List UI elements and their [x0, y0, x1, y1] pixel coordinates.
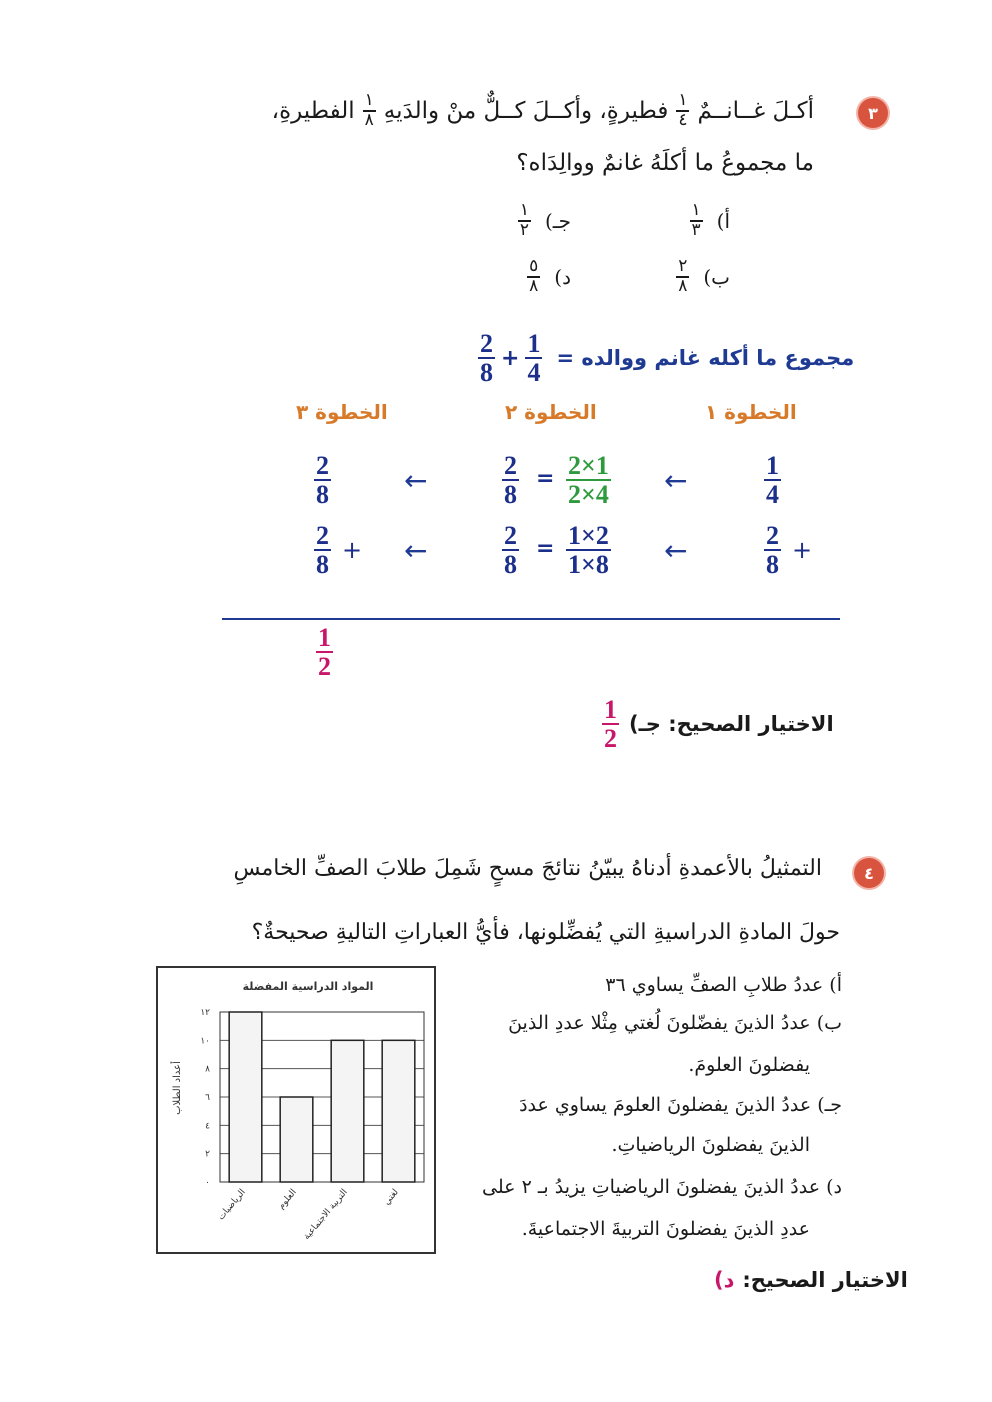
chart-y-tick-label: ٤	[205, 1121, 210, 1132]
chart-y-tick-label: ١٠	[200, 1036, 210, 1047]
q3-sum-label: مجموع ما أكله غانم ووالده =	[556, 346, 855, 371]
q3-row2-end-denominator: 8	[316, 550, 329, 580]
q3-step-3-label: الخطوة ٣	[296, 400, 388, 424]
q3-sum-line	[478, 330, 854, 387]
q4-option-c[interactable]	[519, 1086, 842, 1124]
q3-row2-mid-expression-numerator: 1×2	[568, 521, 609, 550]
chart-y-tick-label: ٨	[205, 1064, 210, 1075]
q3-row1-arrow-right: ←	[664, 464, 688, 497]
q3-row2-mid-expression	[566, 522, 611, 579]
q3-row2-equals: =	[536, 536, 555, 561]
q3-row1-end-numerator: 2	[316, 451, 329, 480]
q3-row2-mid-result	[502, 522, 519, 579]
q3-sum-fraction-a-numerator: 1	[527, 329, 541, 358]
q3-sum-fraction-a-denominator: 4	[527, 358, 541, 388]
q3-row1-start-fraction	[764, 452, 781, 509]
q3-line1-part-b: فطيرةٍ، وأكــلَ كــلٌّ منْ والدَيهِ	[383, 97, 669, 124]
chart-title: المواد الدراسية المفضلة	[242, 980, 374, 993]
q3-choice-d-denominator: ٨	[529, 275, 539, 296]
q3-choice-c-numerator: ١	[519, 200, 529, 220]
q3-sum-rule	[222, 618, 840, 620]
q3-row1-arrow-left: ←	[404, 464, 428, 497]
q3-step-1-label: الخطوة ١	[705, 400, 797, 424]
q3-choice-c-fraction	[518, 202, 531, 240]
q4-option-a-text: عددُ طلابِ الصفِّ يساوي ٣٦	[605, 974, 824, 996]
q3-answer-numerator: 1	[604, 695, 617, 724]
q3-choice-c-denominator: ٢	[519, 219, 529, 240]
q3-row2-arrow-left: ←	[404, 534, 428, 567]
q3-row1-end-fraction	[314, 452, 331, 509]
q3-line1-part-a: أكـلَ غــانــمٌ	[697, 97, 814, 124]
chart-x-label-4: لغتي	[382, 1187, 401, 1208]
q4-option-b-continuation: يفضلونَ العلومَ.	[688, 1054, 810, 1076]
q3-row1-equals: =	[536, 466, 555, 491]
question-4-number: ٤	[864, 863, 874, 883]
q3-choice-d[interactable]	[476, 258, 571, 296]
q4-option-d-label: د)	[826, 1176, 842, 1198]
q4-option-c-text-1: عددُ الذينَ يفضلونَ العلومَ يساوي عددَ	[519, 1094, 812, 1116]
q3-row1-start-numerator: 1	[766, 451, 779, 480]
q3-row2-start-numerator: 2	[766, 521, 779, 550]
q3-choice-a-label: أ)	[716, 208, 730, 233]
chart-bar-4	[382, 1040, 415, 1182]
q3-choice-a-denominator: ٣	[691, 219, 701, 240]
q3-row1-end-denominator: 8	[316, 480, 329, 510]
q3-choice-a[interactable]	[640, 202, 730, 240]
q4-answer	[714, 1268, 908, 1292]
q3-row2-start-fraction	[764, 522, 781, 579]
q3-answer-label: الاختيار الصحيح: جـ)	[629, 712, 834, 737]
q3-fraction-eighth	[363, 92, 376, 130]
q3-total-denominator: 2	[318, 652, 331, 682]
q3-fraction-quarter-denominator: ٤	[678, 109, 688, 130]
q3-row2-end-plus: +	[342, 536, 363, 564]
chart-bar-2	[280, 1097, 313, 1182]
q3-sum-plus: +	[501, 345, 520, 371]
q3-choice-c[interactable]	[476, 202, 571, 240]
q3-choice-d-numerator: ٥	[529, 256, 539, 276]
chart-y-ticks	[200, 1008, 210, 1188]
q4-option-a[interactable]	[605, 966, 842, 1004]
q3-total-fraction	[316, 624, 333, 681]
chart-y-axis-label: أعداد الطلاب	[172, 1061, 183, 1115]
chart-x-label-3: التربية الاجتماعية	[301, 1187, 350, 1242]
chart-x-label-2: العلوم	[276, 1187, 299, 1212]
chart-bar-3	[331, 1040, 364, 1182]
q3-step-2-label: الخطوة ٢	[505, 400, 597, 424]
q3-sum-fraction-a	[525, 330, 542, 387]
q3-row2-start-denominator: 8	[766, 550, 779, 580]
q3-choice-d-fraction	[527, 258, 540, 296]
q3-row1-mid-expression	[566, 452, 611, 509]
q3-fraction-quarter-numerator: ١	[678, 90, 688, 110]
q4-option-d-text-1: عددُ الذينَ يفضلونَ الرياضياتِ يزيدُ بـ ٢ على	[482, 1176, 821, 1198]
q3-sum-fraction-b-denominator: 8	[480, 358, 493, 388]
q3-choice-a-numerator: ١	[691, 200, 701, 220]
q3-row1-mid-result-denominator: 8	[504, 480, 517, 510]
q3-row2-end-fraction	[314, 522, 331, 579]
q3-choice-b-denominator: ٨	[678, 275, 688, 296]
question-3-number-badge	[858, 98, 888, 128]
question-3-number: ٣	[868, 103, 878, 123]
question-4-line-2: حولَ المادةِ الدراسيةِ التي يُفضِّلونها، فأيُّ العباراتِ التاليةِ صحيحةٌ؟	[251, 920, 840, 945]
q3-sum-fraction-b	[478, 330, 495, 387]
q3-row2-mid-result-denominator: 8	[504, 550, 517, 580]
q3-choice-b-label: ب)	[703, 264, 730, 289]
q4-option-a-label: أ)	[829, 974, 842, 996]
chart-y-tick-label: ٦	[205, 1093, 210, 1103]
q3-answer	[602, 696, 834, 753]
q3-answer-fraction	[602, 696, 619, 753]
q3-row2-mid-result-numerator: 2	[504, 521, 517, 550]
q3-line1-part-c: الفطيرةِ،	[271, 97, 355, 124]
q3-fraction-eighth-denominator: ٨	[364, 109, 374, 130]
q4-option-b-text-1: عددُ الذينَ يفضّلونَ لُغتي مِثْلا عددِ الذينَ	[508, 1012, 811, 1034]
q4-option-b[interactable]	[508, 1004, 842, 1042]
q3-row1-mid-expression-denominator: 2×4	[568, 480, 609, 510]
question-4-number-badge	[854, 858, 884, 888]
q3-choice-b[interactable]	[640, 258, 730, 296]
q4-option-c-label: جـ)	[817, 1094, 842, 1116]
favorite-subjects-chart	[156, 966, 436, 1254]
q3-row2-mid-expression-denominator: 1×8	[568, 550, 609, 580]
q3-row1-mid-result	[502, 452, 519, 509]
chart-y-tick-label: ٢	[205, 1149, 210, 1160]
q3-answer-denominator: 2	[604, 724, 617, 754]
q3-choice-d-label: د)	[554, 264, 571, 289]
q3-total-numerator: 1	[318, 623, 331, 652]
q3-row2-end-numerator: 2	[316, 521, 329, 550]
q3-row1-start-denominator: 4	[766, 480, 779, 510]
q4-answer-value: د)	[714, 1268, 735, 1292]
chart-svg	[158, 968, 434, 1252]
q4-option-c-continuation: الذينَ يفضلونَ الرياضياتِ.	[611, 1134, 810, 1156]
chart-y-tick-label: ٠	[205, 1178, 210, 1188]
q4-option-b-label: ب)	[816, 1012, 842, 1034]
chart-x-label-1: الرياضيات	[216, 1187, 248, 1223]
q3-row1-mid-result-numerator: 2	[504, 451, 517, 480]
q3-row2-start-plus: +	[792, 536, 813, 564]
q3-row2-arrow-right: ←	[664, 534, 688, 567]
q3-choice-c-label: جـ)	[544, 208, 571, 233]
chart-bar-1	[229, 1012, 262, 1182]
q3-fraction-quarter	[676, 92, 689, 130]
chart-x-labels	[216, 1188, 400, 1242]
q3-sum-fraction-b-numerator: 2	[480, 329, 493, 358]
q4-option-d[interactable]	[482, 1168, 842, 1206]
q3-choice-b-fraction	[676, 258, 689, 296]
chart-y-tick-label: ١٢	[200, 1008, 210, 1018]
question-3-line-2: ما مجموعُ ما أكلَهُ غانمٌ ووالِدَاه؟	[516, 150, 814, 176]
question-3-line-1	[272, 92, 814, 130]
q4-answer-label: الاختيار الصحيح:	[742, 1268, 908, 1292]
question-4-line-1: التمثيلُ بالأعمدةِ أدناهُ يبيّنُ نتائجَ مسحٍ شَمِلَ طلابَ الصفِّ الخامسِ	[233, 856, 822, 881]
q3-row1-mid-expression-numerator: 2×1	[568, 451, 609, 480]
q4-option-d-continuation: عددِ الذينَ يفضلونَ التربيةَ الاجتماعيةَ.	[521, 1218, 810, 1240]
q3-choice-b-numerator: ٢	[678, 256, 688, 276]
q3-fraction-eighth-numerator: ١	[364, 90, 374, 110]
q3-choice-a-fraction	[690, 202, 703, 240]
